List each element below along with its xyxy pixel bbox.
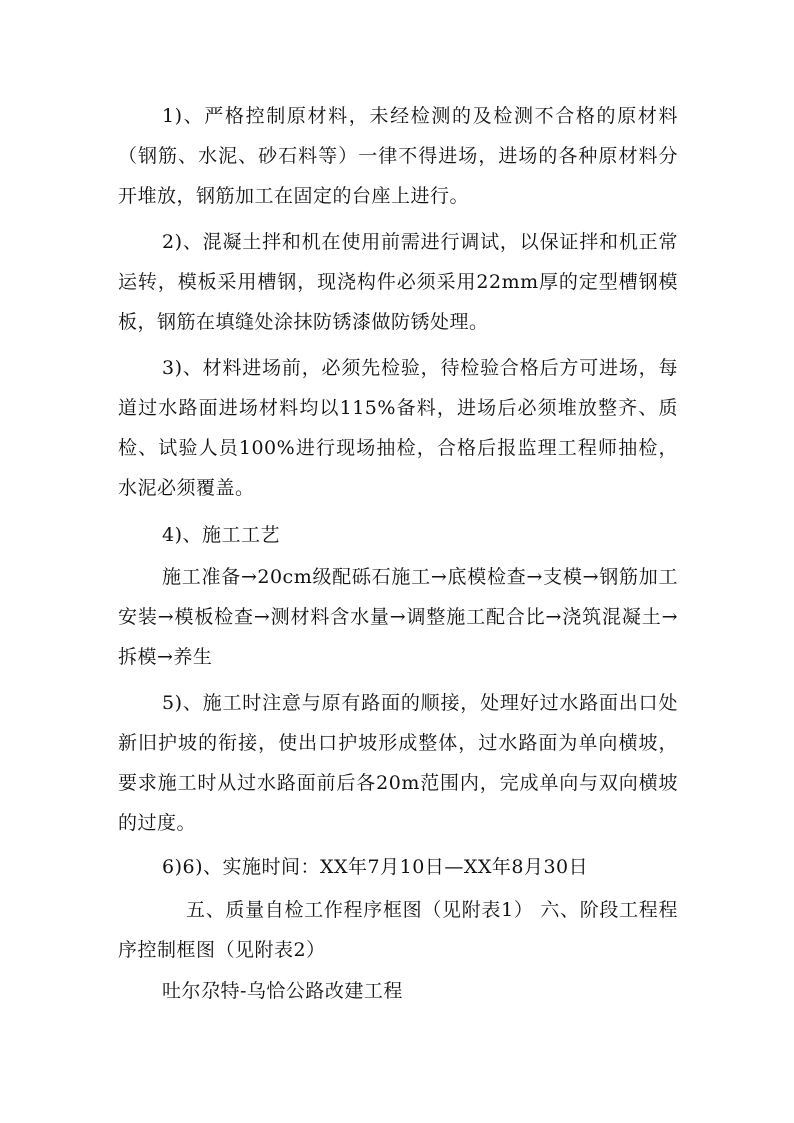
paragraph-construction-process-steps: 施工准备→20cm级配砾石施工→底模检查→支模→钢筋加工安装→模板检查→测材料含水量→调整施工配合比→浇筑混凝土→拆模→养生 — [118, 566, 678, 668]
paragraph-construction-process-heading: 4)、施工工艺 — [162, 524, 281, 546]
paragraph-implementation-time: 6)6)、实施时间：XX年7月10日—XX年8月30日 — [162, 856, 589, 878]
paragraph-flowchart-references: 五、质量自检工作程序框图（见附表1） 六、阶段工程程序控制框图（见附表2） — [118, 899, 678, 961]
paragraph-slope-connection: 5)、施工时注意与原有路面的顺接，处理好过水路面出口处新旧护坡的衔接，使出口护坡形成整体，过水路面为单向横坡，要求施工时从过水路面前后各20m范围内，完成单向与双向横坡的过度。 — [118, 692, 678, 834]
paragraph-mixer-formwork: 2)、混凝土拌和机在使用前需进行调试，以保证拌和机正常运转，模板采用槽钢，现浇构件必须采用22mm厚的定型槽钢模板，钢筋在填缝处涂抹防锈漆做防锈处理。 — [118, 231, 678, 333]
paragraph-material-inspection: 3)、材料进场前，必须先检验，待检验合格后方可进场，每道过水路面进场材料均以115%备料，进场后必须堆放整齐、质检、试验人员100%进行现场抽检，合格后报监理工程师抽检，水泥必须覆盖。 — [118, 357, 678, 499]
paragraph-project-name: 吐尔尕特-乌恰公路改建工程 — [162, 980, 403, 1002]
paragraph-raw-materials: 1)、严格控制原材料，未经检测的及检测不合格的原材料（钢筋、水泥、砂石料等）一律不得进场，进场的各种原材料分开堆放，钢筋加工在固定的台座上进行。 — [118, 105, 678, 207]
